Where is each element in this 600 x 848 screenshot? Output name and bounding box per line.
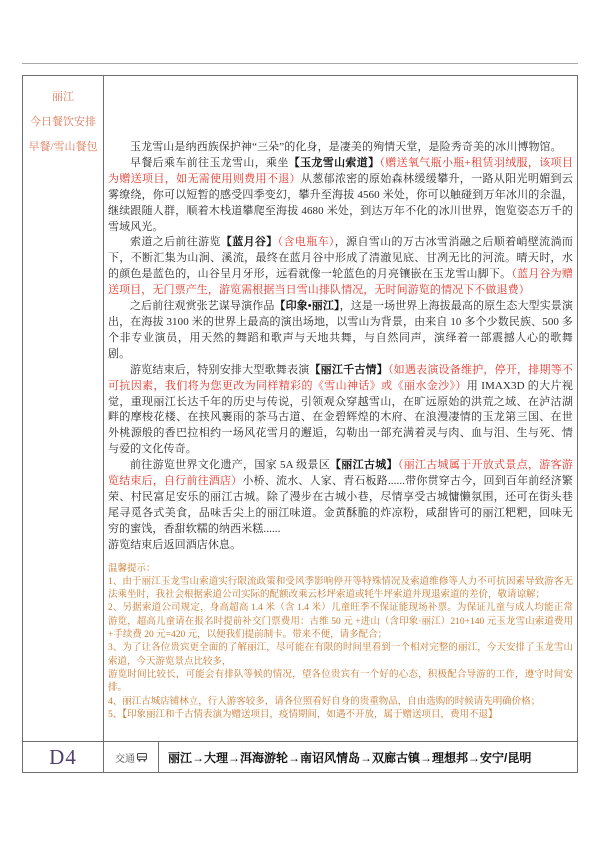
- paragraph-segment-normal: 早餐后乘车前往玉龙雪山，乘坐: [130, 156, 289, 169]
- itinerary-paragraph: [108, 458, 573, 538]
- paragraph-segment-normal: 游览结束后返回酒店休息。: [108, 538, 242, 551]
- paragraph-segment-red: （丽江古城属于开放式景点，游客游览结束后，自行前往酒店）: [108, 459, 573, 488]
- transport-row: [23, 741, 577, 772]
- meals-title: 今日餐饮安排: [30, 116, 96, 128]
- itinerary-row: [23, 76, 577, 741]
- itinerary-paragraphs: [108, 140, 573, 554]
- paragraph-segment-red: （如遇表演设备维护，停开，排期等不可抗因素，我们将为您更改为同样精彩的《雪山神话》或《丽水金沙》）: [108, 363, 574, 392]
- paragraph-segment-normal: 前往游览世界文化遗产，国家 5A 级景区: [130, 459, 330, 472]
- paragraph-segment-normal: 游览结束后，特别安排大型歌舞表演: [130, 363, 310, 376]
- meals-detail: 早餐/雪山餐包: [28, 141, 98, 153]
- transport-cell: [104, 742, 159, 772]
- itinerary-content: [104, 76, 577, 741]
- tip-line: 温馨提示：: [108, 563, 156, 574]
- paragraph-segment-normal: ，这是一场世界上海拔最高的原生态大型实景演出，在海拔 3100 米的世界上最高的演出场地，以雪山为背景，由来自 10 多个少数民族、500 多个非专业演员，用天然的舞蹈和歌声与天地共舞，与自然同声，演绎着一部震撼人心的歌舞剧。: [108, 300, 573, 360]
- paragraph-segment-red: （蓝月谷为赠送项目，无门票产生，游览需根据当日雪山排队情况，无时间游览的情况下不做退费）: [108, 268, 573, 297]
- bus-icon: [137, 753, 147, 762]
- route-text: 丽江→大理→洱海游轮→南诏风情岛→双廊古镇→理想邦→安宁/昆明: [168, 750, 532, 765]
- itinerary-table: [22, 75, 578, 773]
- tip-line: 3、为了让各位贵宾更全面的了解丽江，尽可能在有限的时间里看到一个相对完整的丽江，今天安排了玉龙雪山索道，今天游览景点比较多，: [108, 643, 573, 667]
- itinerary-paragraph: [108, 363, 573, 458]
- itinerary-paragraph: [108, 140, 573, 156]
- paragraph-segment-bold: 【蓝月谷】: [220, 236, 278, 249]
- paragraph-segment-bold: 【玉龙雪山索道】: [288, 156, 380, 169]
- itinerary-paragraph: [108, 235, 573, 299]
- paragraph-segment-normal: 索道之后前往游览: [130, 236, 221, 249]
- itinerary-paragraph: [108, 299, 573, 363]
- paragraph-segment-normal: 从葱郁浓密的原始森林缓缓攀升，一路从阳光明媚到云雾缭绕，你可以短暂的感受四季变幻，攀升至海拔 4560 米处，你可以触碰到万年冰川的余温，继续跟随人群，顺着木栈道攀爬至海拔 4680 米处，到达万年不化的冰川世界，饱览姿态万千的雪域风光。: [108, 172, 573, 233]
- paragraph-segment-bold: 【丽江千古情】: [309, 363, 388, 376]
- tip-line: 4、丽江古城店铺林立，行人游客较多，请各位照看好自身的贵重物品，自由选购的时候请先明确价格；: [108, 696, 541, 707]
- previous-row-border: [22, 63, 578, 64]
- itinerary-paragraph: [108, 156, 573, 236]
- destination-label: 丽江: [52, 91, 74, 103]
- tip-line: 2、另据索道公司规定，身高超高 1.4 米（含 1.4 米）儿童旺季不保证能现场补票。为保证儿童与成人均能正常游览，超高儿童请在报名时提前补交门票费用：古维 50 元 +进山（含印象·丽江）210+140 元玉龙雪山索道费用+手续费 20 元=420 元，以便我们提前制卡。带来不便，请多配合；: [108, 603, 573, 641]
- notice-tips: [108, 563, 573, 723]
- itinerary-paragraph: [108, 538, 573, 554]
- meals-panel: [23, 76, 104, 741]
- paragraph-segment-normal: 小桥、流水、人家、青石板路......带你贯穿古今，回到百年前经济繁荣、村民富足安乐的丽江古城。除了漫步在古城小巷，尽情享受古城慵懒氛围，还可在街头巷尾寻觅各式美食，品味舌尖上的丽江味道。金黄酥脆的炸凉粉，咸甜皆可的丽江粑粑，回味无穷的蜜饯，香甜软糯的纳西米糕......: [108, 475, 573, 535]
- transport-label: 交通: [115, 753, 135, 765]
- tip-line: 5、【印象丽江和千古情表演为赠送项目，疫情期间，如遇不开放，属于赠送项目，费用不退】: [108, 709, 498, 720]
- day-code: D4: [23, 742, 104, 772]
- paragraph-segment-normal: 玉龙雪山是纳西族保护神“三朵”的化身，是凄美的殉情天堂，是险秀奇美的冰川博物馆。: [130, 141, 562, 153]
- paragraph-segment-normal: 用 IMAX3D 的大片视觉，重现丽江长达千年的历史与传说，引领观众穿越雪山，在旷远原始的洪荒之域、在泸沽湖畔的摩梭花楼、在挟风裹雨的茶马古道、在金碧辉煌的木府、在浪漫凄情的玉龙第三国、在世外桃源般的香巴拉相约一场风花雪月的邂逅，勾勒出一部充满着灵与肉、血与泪、生与死、情与爱的文化传奇。: [108, 379, 574, 456]
- tip-line: 游览时间比较长，可能会有排队等候的情况，望各位贵宾有一个好的心态，积极配合导游的工作，遵守时间安排。: [108, 669, 573, 694]
- paragraph-segment-bold: 【印象•丽江】: [274, 300, 340, 313]
- paragraph-segment-normal: ，源自雪山的万古冰雪消融之后顺着峭壁流淌而下，不断汇集为山涧、溪流，最终在蓝月谷中形成了清澈见底、甘冽无比的河流。晴天时，水的颜色是蓝色的，山谷呈月牙形，远看就像一轮蓝色的月亮镶嵌在玉龙雪山脚下。: [108, 236, 573, 281]
- paragraph-segment-normal: 之后前往观赏张艺谋导演作品: [130, 300, 275, 313]
- paragraph-segment-bold: 【丽江古城】: [330, 459, 398, 472]
- tip-line: 1、由于丽江玉龙雪山索道实行限流政策和受风季影响停开等特殊情况及索道维修等人力不可抗因素导致游客无法乘坐时，我社会根据索道公司实际的配额改乘云杉坪索道或牦牛坪索道并现退索道的差价，敬请谅解；: [108, 576, 573, 601]
- paragraph-segment-red: （赠送氧气瓶小瓶+租赁羽绒服，该项目为赠送项目，如无需使用则费用不退）: [108, 156, 573, 185]
- paragraph-segment-red: （含电瓶车）: [277, 236, 335, 249]
